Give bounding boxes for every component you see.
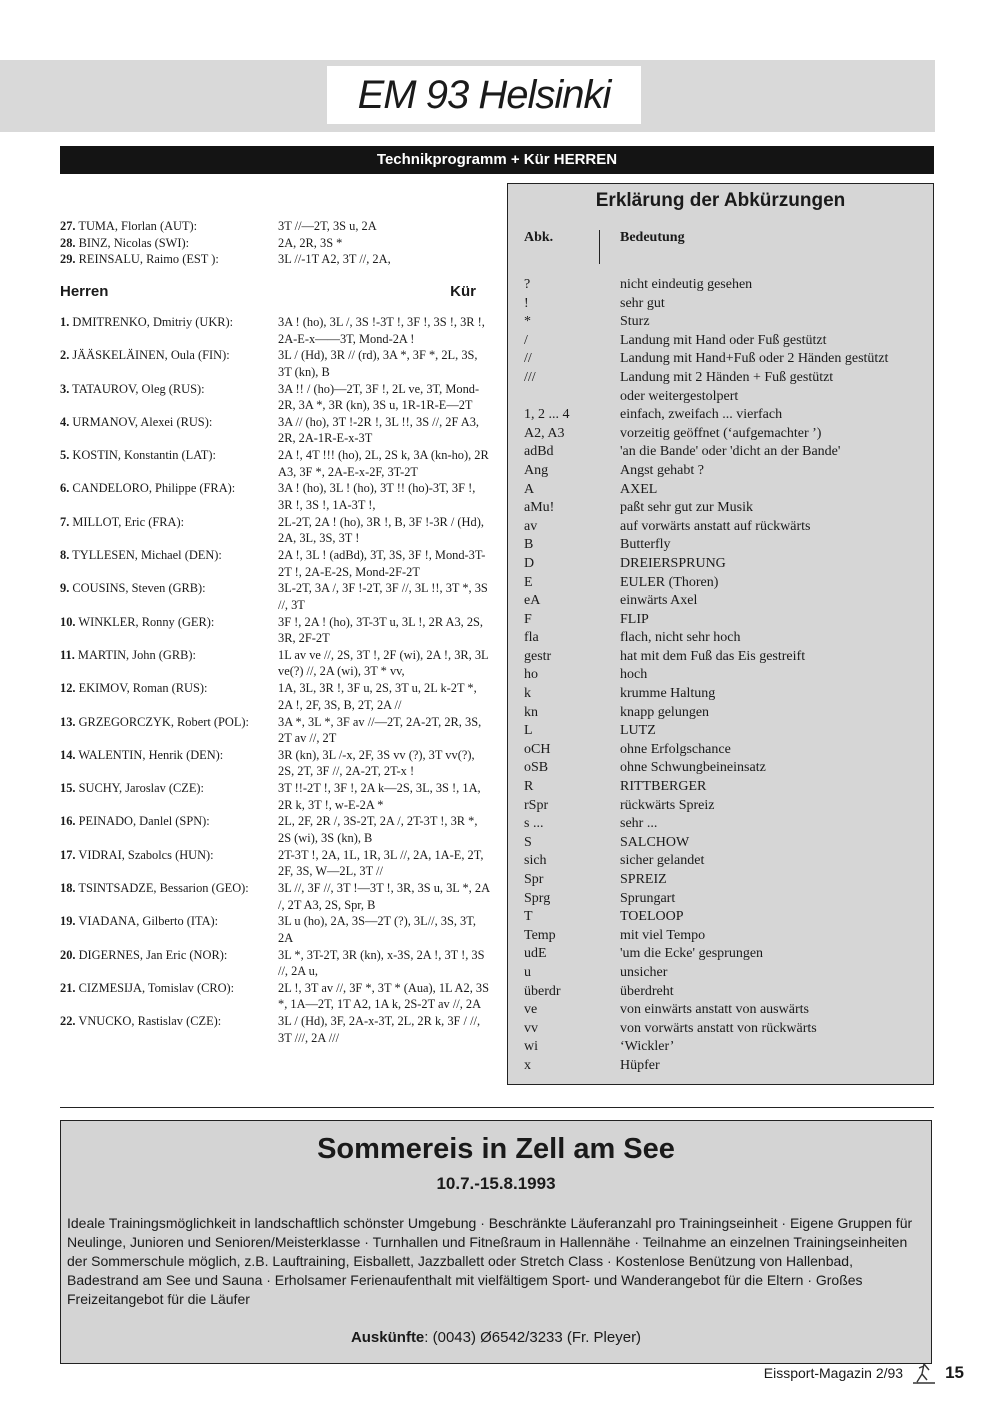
kuer-label: Kür (450, 282, 476, 300)
table-row (60, 980, 496, 1013)
abbreviation-key: S (524, 834, 532, 850)
abbreviation-key: x (524, 1057, 531, 1073)
jump-elements: 3L u (ho), 2A, 3S—2T (?), 3L//, 3S, 3T, 2A (278, 914, 477, 945)
table-row (60, 614, 496, 647)
abbreviation-row (508, 629, 933, 648)
abbreviation-title: Erklärung der Abkürzungen (595, 190, 846, 211)
rank-number: 8. (60, 548, 70, 563)
skater-name-text: TYLLESEN, Michael (DEN): (72, 548, 222, 563)
abbreviation-meaning: SPREIZ (620, 872, 667, 887)
abbreviation-meaning: hoch (620, 667, 648, 683)
rank-number: 27. (60, 219, 76, 233)
page-number: 15 (945, 1363, 964, 1382)
abbreviation-key: E (524, 574, 533, 590)
page-title: EM 93 Helsinki (327, 66, 641, 124)
abbreviation-meaning: SALCHOW (620, 834, 690, 850)
results-column (60, 218, 496, 1047)
meaning-column-header: Bedeutung (620, 230, 685, 245)
skater-name-text: CANDELORO, Philippe (FRA): (72, 481, 236, 496)
table-row (60, 447, 496, 480)
abbreviation-meaning: DREIERSPRUNG (620, 555, 726, 571)
jump-elements: 3T //—2T, 3S u, 2A (278, 219, 377, 233)
contact-label: Auskünfte (350, 1329, 425, 1346)
abbreviation-row (508, 350, 933, 369)
table-row (60, 813, 496, 846)
table-row (60, 480, 496, 513)
abbreviation-key: * (524, 314, 531, 330)
abbreviation-meaning: knapp gelungen (620, 704, 710, 720)
abbreviation-meaning: mit viel Tempo (620, 927, 706, 943)
abbreviation-key: ve (524, 1002, 538, 1018)
skater-name-text: CIZMESIJA, Tomislav (CRO): (78, 980, 235, 995)
abbreviation-key: udE (524, 946, 547, 962)
abbreviation-key: überdr (524, 983, 561, 999)
abbreviation-key: vv (524, 1020, 538, 1036)
rank-number: 18. (60, 881, 76, 896)
jump-elements: 1L av ve //, 2S, 3T !, 2F (wi), 2A !, 3R, 3L ve(?) //, 2A (wi), 3T * vv, (278, 647, 489, 679)
abbreviation-row (508, 295, 933, 314)
abbreviation-meaning: ohne Erfolgschance (620, 741, 731, 757)
skater-name-text: KOSTIN, Konstantin (LAT): (72, 448, 216, 463)
skater-name (60, 381, 278, 414)
ad-contact (61, 1329, 931, 1346)
abbreviation-key: adBd (524, 444, 554, 460)
abbreviation-meaning: sicher gelandet (620, 853, 705, 869)
abbreviation-row (508, 406, 933, 425)
skater-name-text: WALENTIN, Henrik (DEN): (78, 747, 224, 762)
abbreviation-row (508, 685, 933, 704)
jump-elements: 2T-3T !, 2A, 1L, 1R, 3L //, 2A, 1A-E, 2T, 2F, 3S, W—2L, 3T // (278, 847, 484, 879)
abbreviation-key: oCH (524, 741, 551, 757)
contact-value: : (0043) Ø6542/3233 (Fr. Pleyer) (424, 1329, 642, 1346)
abbreviation-meaning: Landung mit 2 Händen + Fuß gestützt (620, 369, 834, 385)
table-row (60, 847, 496, 880)
abbreviation-key: Ang (524, 462, 549, 478)
abbreviation-row (508, 443, 933, 462)
abbreviation-row (508, 518, 933, 537)
abbreviation-row (508, 1038, 933, 1057)
skater-name (60, 580, 278, 613)
separator-line (60, 1107, 934, 1108)
abbreviation-header (508, 230, 933, 264)
page-footer (764, 1362, 964, 1384)
abbreviation-key: F (524, 611, 532, 627)
jump-elements: 2A !, 3L ! (adBd), 3T, 3S, 3F !, Mond-3T-2T !, 2A-E-2S, Mond-2F-2T (278, 548, 486, 579)
abbreviation-box (507, 183, 934, 1085)
abbreviation-meaning: auf vorwärts anstatt auf rückwärts (620, 518, 811, 534)
jump-elements: 2A, 2R, 3S * (278, 235, 343, 250)
table-row (60, 235, 496, 252)
jump-elements: 1A, 3L, 3R !, 3F u, 2S, 3T u, 2L k-2T *, 2A !, 2F, 3S, B, 2T, 2A // (278, 681, 477, 712)
abbreviation-key: fla (524, 630, 539, 646)
abbreviation-key: u (524, 964, 531, 980)
skater-name-text: EKIMOV, Roman (RUS): (78, 681, 208, 696)
rank-number: 4. (60, 414, 70, 429)
abbreviation-row (508, 1001, 933, 1020)
abbreviation-meaning: einwärts Axel (620, 593, 698, 609)
jump-elements: 3L / (Hd), 3F, 2A-x-3T, 2L, 2R k, 3F / //, 3T ///, 2A /// (278, 1014, 481, 1045)
abbreviation-meaning: Hüpfer (620, 1057, 660, 1073)
abbreviation-key: Sprg (524, 890, 551, 906)
abbreviation-key: ? (524, 277, 531, 292)
abbreviation-row (508, 983, 933, 1002)
herren-label: Herren (60, 282, 109, 300)
abbreviation-meaning: flach, nicht sehr hoch (620, 630, 741, 646)
jump-elements: 3A ! (ho), 3L /, 3S !-3T !, 3F !, 3S !, 3R !, 2A-E-x——3T, Mond-2A ! (278, 315, 485, 346)
jump-elements: 2L !, 3T av //, 3F *, 3T * (Aua), 1L A2, 3S *, 1A—2T, 1T A2, 1A k, 2S-2T av //, 2A (278, 980, 489, 1012)
abbreviation-meaning: rückwärts Spreiz (620, 797, 715, 813)
abbreviation-key: // (524, 351, 532, 367)
skater-name-text: SUCHY, Jaroslav (CZE): (78, 781, 205, 796)
abbreviation-row (508, 611, 933, 630)
abbreviation-meaning: ohne Schwungbeineinsatz (620, 760, 766, 776)
jump-elements: 3L-2T, 3A /, 3F !-2T, 3F //, 3L !!, 3T *, 3S //, 3T (278, 581, 488, 612)
abbreviation-meaning: Sturz (620, 314, 650, 330)
abbreviation-row (508, 648, 933, 667)
advertisement-box (60, 1120, 932, 1364)
skater-name-text: URMANOV, Alexei (RUS): (72, 414, 213, 429)
skater-name (60, 980, 278, 1013)
skater-name (60, 547, 278, 580)
abbreviation-meaning: paßt sehr gut zur Musik (620, 500, 753, 516)
jump-elements: 3L //-1T A2, 3T //, 2A, (278, 252, 391, 266)
skater-name (60, 780, 278, 813)
jump-elements: 3A !! / (ho)—2T, 3F !, 2L ve, 3T, Mond-2R, 3A *, 3R (kn), 3S u, 1R-1R-E—2T (278, 381, 480, 413)
rank-number: 22. (60, 1014, 76, 1029)
skater-name-text: MILLOT, Eric (FRA): (72, 514, 185, 529)
jump-elements: 3F !, 2A ! (ho), 3T-3T u, 3L !, 2R A3, 2S, 3R, 2F-2T (278, 614, 484, 646)
abbreviation-key: A (524, 481, 535, 497)
table-row (60, 913, 496, 946)
abbreviation-row (508, 778, 933, 797)
table-row (60, 747, 496, 780)
skater-name (60, 747, 278, 780)
abbreviation-meaning: RITTBERGER (620, 779, 707, 795)
abbreviation-meaning: Landung mit Hand+Fuß oder 2 Händen gestützt (620, 351, 889, 367)
skater-name (60, 880, 278, 913)
skater-name (60, 218, 278, 235)
ad-date: 10.7.-15.8.1993 (436, 1174, 556, 1193)
rank-number: 1. (60, 315, 70, 329)
rank-number: 6. (60, 481, 70, 496)
skater-name (60, 414, 278, 447)
table-row (60, 347, 496, 380)
jump-elements: 3L / (Hd), 3R // (rd), 3A *, 3F *, 2L, 3S, 3T (kn), B (278, 348, 478, 379)
skater-name (60, 614, 278, 647)
abbreviation-row (508, 481, 933, 500)
skater-name-text: PEINADO, Danlel (SPN): (78, 814, 210, 829)
skater-name (60, 447, 278, 480)
rank-number: 29. (60, 252, 76, 266)
abbreviation-row (508, 927, 933, 946)
rank-number: 16. (60, 814, 76, 829)
abbreviation-meaning: Sprungart (620, 890, 676, 906)
abbreviation-row (508, 722, 933, 741)
abbreviation-key: gestr (524, 648, 552, 664)
jump-elements: 2L-2T, 2A ! (ho), 3R !, B, 3F !-3R / (Hd), 2A, 3L, 3S, 3T ! (278, 514, 484, 546)
abbreviation-key: T (524, 909, 533, 925)
ad-title: Sommereis in Zell am See (317, 1133, 675, 1165)
abbreviation-meaning: vorzeitig geöffnet (‘aufgemachter ’) (620, 425, 822, 441)
skater-name-text: REINSALU, Raimo (EST ): (78, 252, 219, 266)
skater-name-text: VIADANA, Gilberto (ITA): (78, 914, 219, 929)
table-row (60, 218, 496, 235)
jump-elements: 2A !, 4T !!! (ho), 2L, 2S k, 3A (kn-ho), 2R A3, 3F *, 2A-E-x-2F, 3T-2T (278, 448, 489, 479)
skater-name-text: DMITRENKO, Dmitriy (UKR): (72, 315, 234, 329)
section-bar: Technikprogramm + Kür HERREN (60, 146, 934, 174)
rank-number: 15. (60, 781, 76, 796)
abbreviation-key (508, 388, 604, 407)
rank-number: 3. (60, 381, 70, 396)
abbreviation-meaning: nicht eindeutig gesehen (620, 277, 753, 292)
abbreviation-key: A2, A3 (524, 425, 565, 441)
abbreviation-meaning: überdreht (620, 983, 674, 999)
abbreviation-key: oSB (524, 760, 549, 776)
rank-number: 21. (60, 980, 76, 995)
skater-name (60, 480, 278, 513)
abbreviation-rows (508, 276, 933, 1076)
abbreviation-key: aMu! (524, 500, 555, 516)
skater-name (60, 813, 278, 846)
jump-elements: 3R (kn), 3L /-x, 2F, 3S vv (?), 3T vv(?), 2S, 2T, 3F //, 2A-2T, 2T-x ! (278, 747, 475, 779)
skater-name (60, 235, 278, 252)
skater-logo-icon (911, 1362, 937, 1384)
jump-elements: 3A // (ho), 3T !-2R !, 3L !!, 3S //, 2F A3, 2R, 2A-1R-E-x-3T (278, 414, 480, 446)
abbreviation-key: R (524, 779, 534, 795)
table-row (60, 314, 496, 347)
abbreviation-row (508, 666, 933, 685)
abbreviation-key: ! (524, 295, 529, 311)
rank-number: 17. (60, 847, 76, 862)
table-row (60, 780, 496, 813)
skater-name-text: TUMA, Florlan (AUT): (78, 219, 198, 233)
herren-heading (60, 284, 496, 301)
table-row (60, 647, 496, 680)
results-list (60, 314, 496, 1046)
skater-name-text: WINKLER, Ronny (GER): (78, 614, 215, 629)
abbreviation-meaning: LUTZ (620, 723, 656, 739)
abbreviation-meaning: sehr ... (620, 816, 658, 832)
skater-name-text: BINZ, Nicolas (SWI): (78, 235, 190, 250)
table-row (60, 1013, 496, 1046)
skater-name-text: TATAUROV, Oleg (RUS): (72, 381, 205, 396)
table-row (60, 680, 496, 713)
skater-name (60, 847, 278, 880)
abbreviation-row (508, 852, 933, 871)
abbreviation-row (508, 369, 933, 388)
table-row (60, 251, 496, 268)
abbreviation-meaning: Butterfly (620, 537, 671, 553)
rank-number: 13. (60, 714, 76, 729)
abbreviation-key: /// (524, 369, 536, 385)
abbreviation-meaning: oder weitergestolpert (620, 388, 739, 404)
rank-number: 20. (60, 947, 76, 962)
rank-number: 28. (60, 235, 76, 250)
abbreviation-meaning: hat mit dem Fuß das Eis gestreift (620, 648, 806, 664)
abbreviation-key: kn (524, 704, 538, 720)
skater-name-text: VIDRAI, Szabolcs (HUN): (78, 847, 214, 862)
abbreviation-key: ho (524, 667, 538, 683)
jump-elements: 3A ! (ho), 3L ! (ho), 3T !! (ho)-3T, 3F !, 3R !, 3S !, 1A-3T !, (278, 481, 476, 512)
abbreviation-row (508, 797, 933, 816)
abbreviation-key: k (524, 686, 531, 702)
skater-name-text: MARTIN, John (GRB): (77, 647, 196, 662)
skater-name-text: COUSINS, Steven (GRB): (72, 581, 206, 596)
abbreviation-key: wi (524, 1039, 538, 1055)
rank-number: 5. (60, 448, 70, 463)
table-row (60, 880, 496, 913)
skater-name (60, 1013, 278, 1046)
abbreviation-meaning: 'an die Bande' oder 'dicht an der Bande' (620, 444, 841, 460)
abbreviation-row (508, 741, 933, 760)
rank-number: 12. (60, 681, 76, 696)
abbreviation-row (508, 388, 933, 407)
abbreviation-meaning: von einwärts anstatt von auswärts (620, 1002, 809, 1018)
abbreviation-key: Temp (524, 927, 556, 943)
jump-elements: 3L //, 3F //, 3T !—3T !, 3R, 3S u, 3L *, 2A /, 2T A3, 2S, Spr, B (278, 881, 490, 912)
table-row (60, 514, 496, 547)
abbreviation-meaning: ‘Wickler’ (620, 1039, 675, 1055)
skater-name (60, 647, 278, 680)
abbreviation-meaning: FLIP (620, 611, 649, 627)
skater-name (60, 680, 278, 713)
abbreviation-key: L (524, 723, 533, 739)
skater-name-text: GRZEGORCZYK, Robert (POL): (78, 714, 249, 729)
abbreviation-meaning: unsicher (620, 964, 668, 980)
ad-body: Ideale Trainingsmöglichkeit in landschaftlich schönster Umgebung · Beschränkte Läuferanzahl pro Trainingseinheit · Eigene Gruppen für Neulinge, Junioren und Senioren/Meisterklasse · Turnhallen und Fitneßraum in Hallennähe · Teilnahme an einzelnen Trainingseinheiten der Sommerschule möglich, z.B. Lauftraining, Eisballett, Jazzballett oder Stretch Class · Kostenlose Benützung von Hallenbad, Badestrand am See und Sauna · Erholsamer Ferienaufenthalt mit vielfältigem Sport- und Wanderangebot für die Eltern · Großes Freizeitangebot für die Läufer (67, 1215, 913, 1307)
abbreviation-key: 1, 2 ... 4 (524, 407, 570, 423)
rank-number: 9. (60, 581, 70, 596)
abbreviation-row (508, 704, 933, 723)
abbreviation-row (508, 592, 933, 611)
abbreviation-key: av (524, 518, 538, 534)
rank-number: 2. (60, 348, 70, 363)
abbreviation-meaning: Angst gehabt ? (620, 462, 704, 478)
abbreviation-row (508, 964, 933, 983)
rank-number: 14. (60, 747, 76, 762)
abbreviation-row (508, 555, 933, 574)
rank-number: 11. (60, 647, 75, 662)
abbreviation-meaning: EULER (Thoren) (620, 574, 719, 590)
table-row (60, 580, 496, 613)
skater-name-text: TSINTSADZE, Bessarion (GEO): (78, 881, 249, 896)
rank-number: 7. (60, 514, 70, 529)
table-row (60, 714, 496, 747)
skater-name (60, 947, 278, 980)
abbreviation-key: rSpr (524, 797, 549, 813)
skater-name-text: JÄÄSKELÄINEN, Oula (FIN): (72, 348, 230, 363)
abbreviation-row (508, 890, 933, 909)
jump-elements: 3T !!-2T !, 3F !, 2A k—2S, 3L, 3S !, 1A, 2R k, 3T !, w-E-2A * (278, 781, 481, 812)
skater-name-text: DIGERNES, Jan Eric (NOR): (78, 947, 228, 962)
abbreviation-meaning: von vorwärts anstatt von rückwärts (620, 1020, 817, 1036)
abbreviation-row (508, 462, 933, 481)
abbreviation-row (508, 499, 933, 518)
abbreviation-row (508, 313, 933, 332)
jump-elements: 3L *, 3T-2T, 3R (kn), x-3S, 2A !, 3T !, 3S //, 2A u, (278, 947, 485, 979)
table-row (60, 547, 496, 580)
skater-name (60, 314, 278, 347)
abbreviation-row (508, 1020, 933, 1039)
abbreviation-key: B (524, 537, 534, 553)
skater-name-text: VNUCKO, Rastislav (CZE): (78, 1014, 222, 1029)
abbreviation-key: D (524, 555, 535, 571)
abbreviation-row (508, 908, 933, 927)
jump-elements: 2L, 2F, 2R /, 3S-2T, 2A /, 2T-3T !, 3R *, 2S (wi), 3S (kn), B (278, 814, 478, 845)
rank-number: 19. (60, 914, 76, 929)
skater-name (60, 347, 278, 380)
abbreviation-meaning: krumme Haltung (620, 686, 716, 702)
abbreviation-meaning: einfach, zweifach ... vierfach (620, 407, 783, 423)
abbreviation-row (508, 871, 933, 890)
abbreviation-row (508, 815, 933, 834)
abbreviation-row (508, 834, 933, 853)
abbreviation-key: s ... (524, 816, 544, 832)
abbreviation-meaning: Landung mit Hand oder Fuß gestützt (620, 332, 827, 348)
abbreviation-meaning: AXEL (620, 481, 658, 497)
abbreviation-row (508, 574, 933, 593)
abbreviation-key: eA (524, 593, 541, 609)
skater-name (60, 251, 278, 268)
table-row (60, 947, 496, 980)
abbreviation-row (508, 276, 933, 295)
abbreviation-row (508, 332, 933, 351)
table-row (60, 381, 496, 414)
abbr-column-header: Abk. (508, 230, 600, 264)
jump-elements: 3A *, 3L *, 3F av //—2T, 2A-2T, 2R, 3S, 2T av //, 2T (278, 714, 482, 746)
table-row (60, 414, 496, 447)
abbreviation-row (508, 759, 933, 778)
magazine-name: Eissport-Magazin 2/93 (763, 1365, 904, 1381)
abbreviation-row (508, 945, 933, 964)
skater-name (60, 913, 278, 946)
abbreviation-key: sich (524, 853, 547, 869)
abbreviation-key: / (524, 332, 528, 348)
skater-name (60, 514, 278, 547)
abbreviation-key: Spr (524, 872, 544, 887)
abbreviation-row (508, 1057, 933, 1076)
preliminary-list (60, 218, 496, 268)
skater-name (60, 714, 278, 747)
abbreviation-meaning: 'um die Ecke' gesprungen (620, 946, 764, 962)
abbreviation-row (508, 425, 933, 444)
rank-number: 10. (60, 614, 76, 629)
abbreviation-meaning: TOELOOP (620, 909, 684, 925)
abbreviation-row (508, 536, 933, 555)
abbreviation-meaning: sehr gut (620, 295, 665, 311)
